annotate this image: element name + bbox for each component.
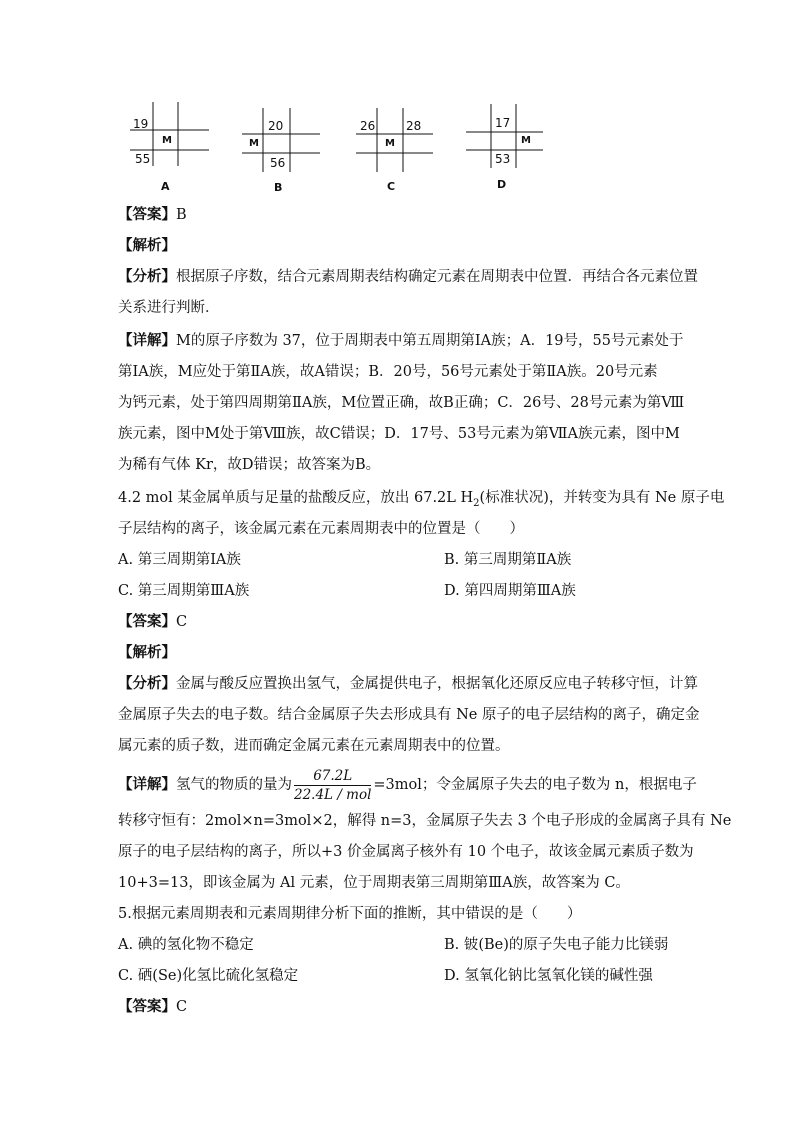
q3-xiangjie-line-5: 为稀有气体 Kr，故D错误；故答案为B。 bbox=[118, 457, 381, 473]
q3-analysis-heading bbox=[118, 236, 176, 256]
q4-xiangjie-line-4: 10+3=13，即该金属为 Al 元素，位于周期表第三周期第ⅢA族，故答案为 C。 bbox=[118, 875, 630, 891]
figure-a-grid bbox=[125, 100, 215, 195]
figure-c-left-number: 26 bbox=[360, 119, 376, 133]
figure-d-lower-number: 53 bbox=[495, 152, 511, 166]
q3-xiangjie-line-4: 族元素，图中M处于第Ⅷ族，故C错误；D．17号、53号元素为第ⅦA族元素，图中M bbox=[118, 426, 680, 442]
figure-d-grid bbox=[463, 100, 553, 195]
periodic-table-fragment-figures bbox=[120, 100, 560, 195]
q5-option-d: D. 氢氧化钠比氢氧化镁的碱性强 bbox=[444, 968, 653, 984]
figure-a-upper-number: 19 bbox=[133, 117, 149, 131]
q5-answer-value: C bbox=[176, 999, 188, 1015]
q3-fenxi-text-1: 根据原子序数，结合元素周期表结构确定元素在周期表中位置．再结合各元素位置 bbox=[176, 269, 698, 285]
q5-answer-tag: 【答案】 bbox=[118, 998, 176, 1015]
figure-c bbox=[353, 100, 443, 195]
q4-stem-line-1 bbox=[118, 488, 724, 514]
q3-answer bbox=[118, 205, 187, 225]
figure-b bbox=[240, 100, 330, 195]
q3-fenxi-tag: 【分析】 bbox=[118, 268, 176, 285]
q4-xiangjie-line-2: 转移守恒有：2mol×n=3mol×2，解得 n=3，金属原子失去 3 个电子形成的金属离子具有 Ne bbox=[118, 813, 732, 829]
q3-fenxi-line-2: 关系进行判断． bbox=[118, 300, 220, 316]
q4-option-a: A. 第三周期第ⅠA族 bbox=[118, 552, 241, 568]
q4-fenxi-line-3: 属元素的质子数，进而确定金属元素在元素周期表中的位置。 bbox=[118, 738, 510, 754]
q4-option-c: C. 第三周期第ⅢA族 bbox=[118, 583, 250, 599]
q3-answer-tag: 【答案】 bbox=[118, 206, 176, 223]
q5-option-c: C. 硒(Se)化氢比硫化氢稳定 bbox=[118, 968, 299, 984]
figure-a bbox=[125, 100, 215, 195]
figure-a-m-label: M bbox=[162, 135, 172, 146]
q4-xiangjie-text-1b: =3mol；令金属原子失去的电子数为 n，根据电子 bbox=[373, 777, 697, 793]
q4-xiangjie-line-1 bbox=[118, 765, 697, 805]
q4-stem-line-2: 子层结构的离子，该金属元素在元素周期表中的位置是（ ） bbox=[118, 521, 524, 537]
q5-answer bbox=[118, 997, 187, 1017]
q4-xiangjie-text-1a: 氢气的物质的量为 bbox=[176, 777, 292, 793]
q4-analysis-tag: 【解析】 bbox=[118, 644, 176, 661]
q4-fenxi-text-1: 金属与酸反应置换出氢气，金属提供电子，根据氧化还原反应电子转移守恒，计算 bbox=[176, 676, 698, 692]
q3-xiangjie-line-2: 第ⅠA族，M应处于第ⅡA族，故A错误；B．20号，56号元素处于第ⅡA族。20号元素 bbox=[118, 364, 658, 380]
figure-d-caption: D bbox=[497, 178, 507, 191]
figure-d-upper-number: 17 bbox=[495, 116, 511, 130]
q4-fenxi-line-1 bbox=[118, 674, 698, 694]
figure-a-lower-number: 55 bbox=[135, 152, 151, 166]
q4-xiangjie-tag: 【详解】 bbox=[118, 776, 176, 793]
figure-b-m-label: M bbox=[249, 138, 259, 149]
q3-xiangjie-line-1 bbox=[118, 331, 683, 351]
figure-b-lower-number: 56 bbox=[270, 156, 286, 170]
q5-option-a: A. 碘的氢化物不稳定 bbox=[118, 937, 254, 953]
q3-xiangjie-text-1: M的原子序数为 37，位于周期表中第五周期第ⅠA族；A．19号，55号元素处于 bbox=[176, 333, 684, 349]
q4-answer-tag: 【答案】 bbox=[118, 613, 176, 630]
q4-option-b: B. 第三周期第ⅡA族 bbox=[444, 552, 572, 568]
q4-stem-subscript: 2 bbox=[473, 497, 480, 509]
fraction-numerator: 67.2L bbox=[294, 767, 371, 786]
figure-b-caption: B bbox=[274, 181, 283, 194]
figure-c-grid bbox=[353, 100, 443, 195]
q3-xiangjie-line-3: 为钙元素，处于第四周期第ⅡA族，M位置正确，故B正确；C．26号、28号元素为第Ⅷ bbox=[118, 395, 685, 411]
q4-stem-text-1b: (标准状况)，并转变为具有 Ne 原子电 bbox=[479, 490, 725, 506]
figure-d-m-label: M bbox=[521, 135, 531, 146]
fraction-denominator: 22.4L / mol bbox=[294, 786, 372, 803]
q3-analysis-tag: 【解析】 bbox=[118, 237, 176, 254]
moles-fraction bbox=[294, 767, 371, 804]
q4-fenxi-tag: 【分析】 bbox=[118, 675, 176, 692]
figure-b-upper-number: 20 bbox=[268, 119, 284, 133]
q3-xiangjie-tag: 【详解】 bbox=[118, 332, 176, 349]
q5-option-b: B. 铍(Be)的原子失电子能力比镁弱 bbox=[444, 937, 669, 953]
figure-c-caption: C bbox=[387, 180, 396, 193]
q3-fenxi-line-1 bbox=[118, 267, 698, 287]
figure-a-caption: A bbox=[161, 180, 170, 193]
figure-c-right-number: 28 bbox=[406, 119, 422, 133]
q4-fenxi-line-2: 金属原子失去的电子数。结合金属原子失去形成具有 Ne 原子的电子层结构的离子，确定金 bbox=[118, 707, 700, 723]
q4-option-d: D. 第四周期第ⅢA族 bbox=[444, 583, 576, 599]
q3-answer-value: B bbox=[176, 207, 187, 223]
figure-c-m-label: M bbox=[385, 138, 395, 149]
q5-stem: 5.根据元素周期表和元素周期律分析下面的推断，其中错误的是（ ） bbox=[118, 906, 582, 922]
q4-answer-value: C bbox=[176, 614, 188, 630]
q4-xiangjie-line-3: 原子的电子层结构的离子，所以+3 价金属离子核外有 10 个电子，故该金属元素质子数为 bbox=[118, 844, 694, 860]
q4-stem-text-1a: 4.2 mol 某金属单质与足量的盐酸反应，放出 67.2L H bbox=[118, 490, 474, 506]
q4-answer bbox=[118, 612, 187, 632]
q4-analysis-heading bbox=[118, 643, 176, 663]
figure-d bbox=[463, 100, 553, 195]
